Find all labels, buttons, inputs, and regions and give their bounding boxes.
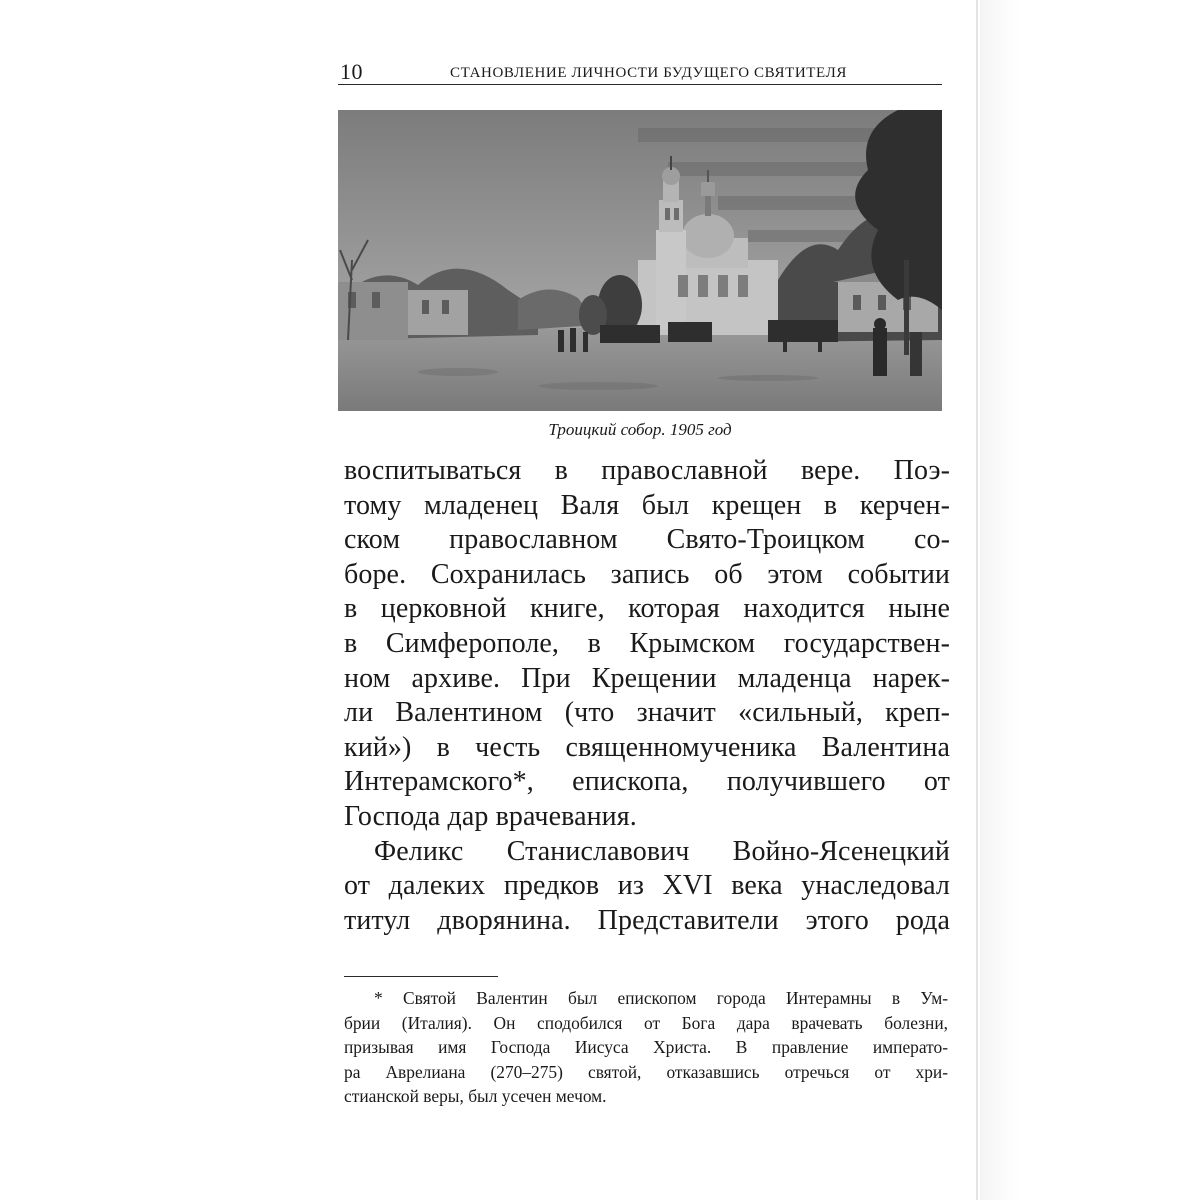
- footnote-line: стианской веры, был усечен мечом.: [344, 1086, 607, 1106]
- body-line: кий») в честь священномученика Валентина: [344, 731, 950, 763]
- body-line: боре. Сохранилась запись об этом событии: [344, 558, 950, 590]
- footnote-line: брии (Италия). Он сподобился от Бога дара врачевать болезни,: [344, 1012, 948, 1033]
- footnote: [344, 986, 948, 1109]
- body-line: ном архиве. При Крещении младенца нарек-: [344, 662, 950, 694]
- footnote-line: * Святой Валентин был епископом города Интерамны в Ум-: [374, 988, 948, 1008]
- body-line: титул дворянина. Представители этого рода: [344, 904, 950, 936]
- footnote-line: ра Аврелиана (270–275) святой, отказавшись отречься от хри-: [344, 1061, 948, 1082]
- page-number: 10: [340, 59, 363, 84]
- body-line: в Симферополе, в Крымском государствен-: [344, 627, 950, 659]
- figure-caption: Троицкий собор. 1905 год: [548, 420, 732, 439]
- body-line: тому младенец Валя был крещен в керчен-: [344, 489, 950, 521]
- adjacent-page-margin: [980, 0, 1020, 1200]
- body-text: [344, 454, 950, 938]
- page-edge: [976, 0, 978, 1200]
- body-line: Феликс Станиславович Войно-Ясенецкий: [374, 835, 950, 867]
- body-line: Интерамского*, епископа, получившего от: [344, 766, 950, 798]
- body-line: в церковной книге, которая находится ныне: [344, 593, 950, 625]
- cathedral-photo: [338, 110, 942, 411]
- footnote-rule: [344, 976, 498, 977]
- body-line: от далеких предков из XVI века унаследовал: [344, 870, 950, 902]
- body-line: Господа дар врачевания.: [344, 800, 637, 832]
- header-rule: [338, 84, 942, 85]
- running-title: СТАНОВЛЕНИЕ ЛИЧНОСТИ БУДУЩЕГО СВЯТИТЕЛЯ: [450, 65, 847, 81]
- body-line: ли Валентином (что значит «сильный, креп-: [344, 697, 950, 729]
- body-line: воспитываться в православной вере. Поэ-: [344, 455, 950, 486]
- footnote-line: призывая имя Господа Иисуса Христа. В правление императо-: [344, 1037, 948, 1057]
- body-line: ском православном Свято-Троицком со-: [344, 524, 950, 556]
